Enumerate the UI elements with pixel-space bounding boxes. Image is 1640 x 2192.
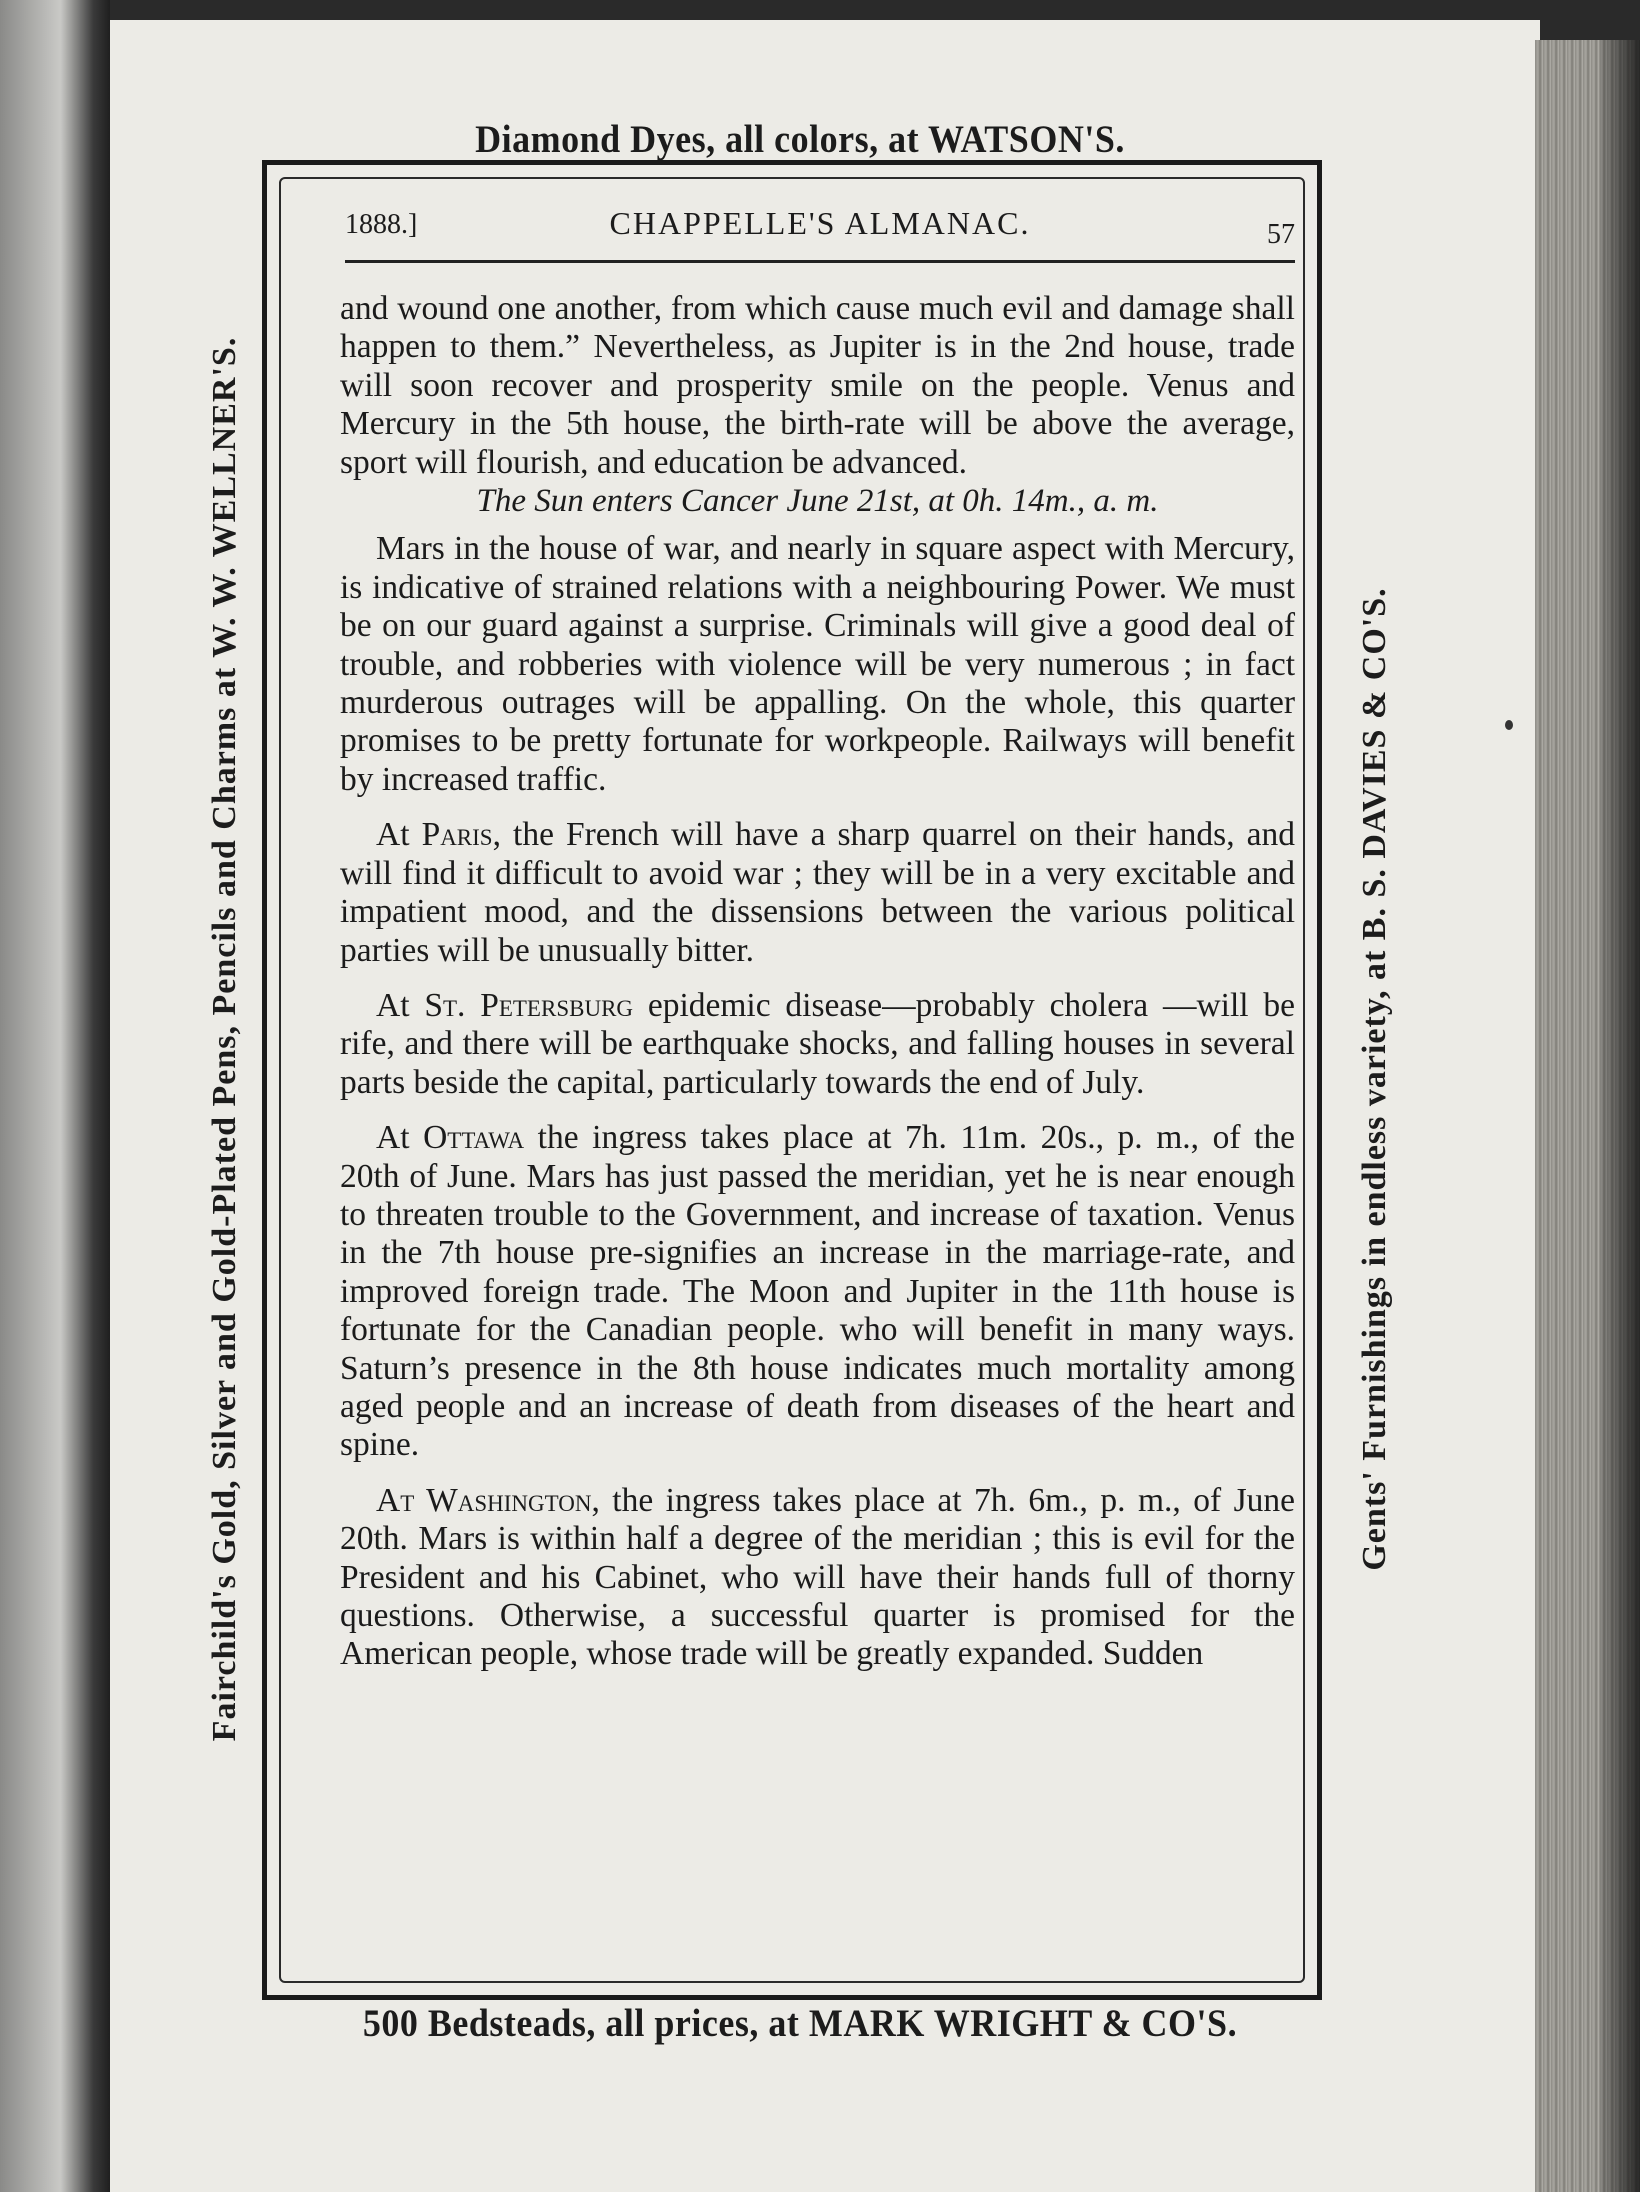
place-washington: At Washington <box>376 1481 592 1519</box>
bottom-advertisement: 500 Bedsteads, all prices, at MARK WRIGHT & CO'S. <box>362 2001 1238 2045</box>
running-head-year: 1888.] <box>345 209 418 240</box>
body-text <box>340 290 1295 1674</box>
paragraph-ottawa <box>340 1119 1295 1465</box>
ink-speck <box>1505 720 1513 730</box>
right-advertisement: Gents' Furnishings in endless variety, at B. S. DAVIES & CO'S. <box>1356 587 1393 1571</box>
petersburg-lead: At <box>376 986 425 1024</box>
paragraph-washington <box>340 1482 1295 1674</box>
petersburg-text: epidemic disease—probably cholera —will be rife, and there will be earthquake shocks, and falling houses in several parts beside the capital, particularly towards the end of July. <box>340 986 1296 1101</box>
top-advertisement: Diamond Dyes, all colors, at WATSON'S. <box>475 117 1125 161</box>
ottawa-lead: At <box>376 1119 424 1157</box>
paragraph-mars: Mars in the house of war, and nearly in square aspect with Mercury, is indicative of strained relations with a neighbouring Power. We must be on our guard against a surprise. Criminals will give a good deal of trouble, and robberies with violence will be very numerous ; in fact murderous outrages will be appalling. On the whole, this quarter promises to be pretty fortunate for workpeople. Railways will benefit by increased traffic. <box>340 530 1295 798</box>
place-ottawa: Ottawa <box>423 1119 525 1157</box>
left-advertisement: Fairchild's Gold, Silver and Gold-Plated Pens, Pencils and Charms at W. W. WELLNER'S. <box>206 336 243 1742</box>
running-head <box>345 205 1295 253</box>
paragraph-st-petersburg <box>340 987 1295 1102</box>
book-gutter-shadow <box>0 0 110 2192</box>
paragraph-continuation: and wound one another, from which cause much evil and damage shall happen to them.” Nevertheless, as Jupiter is in the 2nd house, trade will soon recover and prosperity smile on the people. Venus and Mercury in the 5th house, the birth-rate will be above the average, sport will flourish, and education be advanced. <box>340 290 1295 481</box>
ottawa-text: the ingress takes place at 7h. 11m. 20s., p. m., of the 20th of June. Mars has just passed the meridian, yet he is near enough to threaten trouble to the Government, and increase of taxation. Venus in the 7th house pre-signifies an increase in the marriage-rate, and improved foreign trade. The Moon and Jupiter in the 11th house is fortunate for the Canadian people. who will benefit in many ways. Saturn’s presence in the 8th house indicates much mortality among aged people and an increase of death from diseases of the heart and spine. <box>340 1119 1296 1464</box>
paragraph-paris <box>340 816 1295 970</box>
place-st-petersburg: St. Petersburg <box>424 986 634 1024</box>
place-paris: Paris <box>421 816 493 854</box>
page-edges-shadow <box>1600 40 1640 2192</box>
section-heading: The Sun enters Cancer June 21st, at 0h. 14m., a. m. <box>476 483 1159 520</box>
paris-lead: At <box>376 816 422 854</box>
paris-text: , the French will have a sharp quarrel on their hands, and will find it difficult to avoid war ; they will be in a very excitable and impatient mood, and the dissensions between the various political parties will be unusually bitter. <box>340 816 1295 969</box>
head-rule <box>345 260 1295 263</box>
page-number: 57 <box>1267 219 1295 250</box>
running-head-title: CHAPPELLE'S ALMANAC. <box>609 205 1031 241</box>
washington-text: , the ingress takes place at 7h. 6m., p. m., of June 20th. Mars is within half a degree of the meridian ; this is evil for the President and his Cabinet, who will have their hands full of thorny questions. Otherwise, a successful quarter is promised for the American people, whose trade will be greatly expanded. Sudden <box>340 1481 1295 1673</box>
